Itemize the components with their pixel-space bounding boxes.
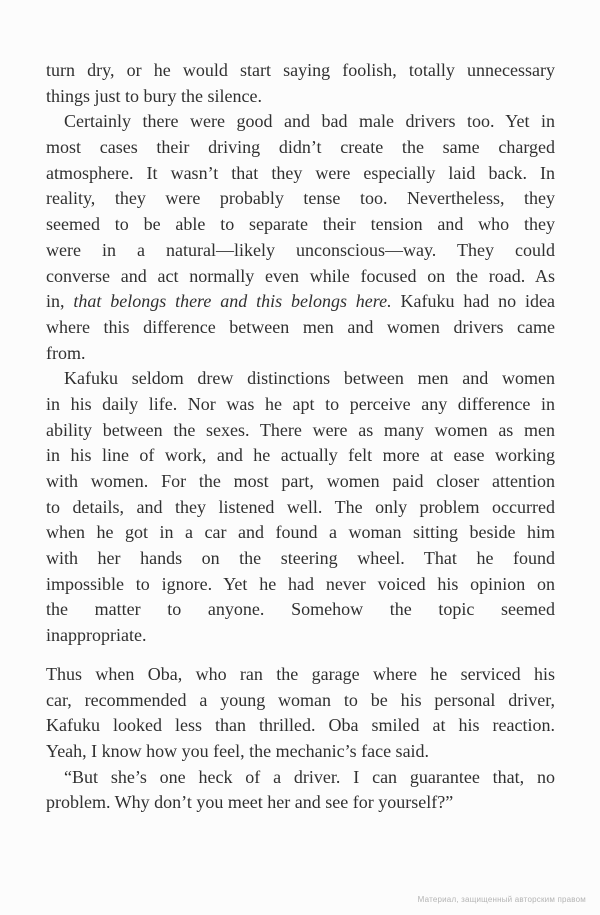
text-line [46, 161, 555, 187]
text-line [46, 109, 555, 135]
text-segment: Kafuku had no idea [391, 291, 555, 312]
text-segment: most cases their driving didn’t create the same charged [46, 137, 555, 158]
text-line [46, 623, 555, 649]
text-line [46, 186, 555, 212]
text-segment: Yeah, I know how you feel, the mechanic’s face said. [46, 740, 430, 761]
text-line [46, 418, 555, 444]
text-line [46, 790, 555, 816]
text-line [46, 238, 555, 264]
text-segment: Kafuku seldom drew distinctions between men and women [64, 368, 555, 389]
text-line [46, 469, 555, 495]
text-segment: Certainly there were good and bad male drivers too. Yet in [64, 111, 555, 132]
text-line [46, 135, 555, 161]
text-segment: ability between the sexes. There were as many women as men [46, 419, 555, 440]
copyright-notice: Материал, защищенный авторским правом [417, 895, 586, 904]
text-segment: when he got in a car and found a woman sitting beside him [46, 522, 555, 543]
text-line [46, 84, 555, 110]
text-segment: impossible to ignore. Yet he had never voiced his opinion on [46, 573, 555, 594]
text-line [46, 341, 555, 367]
text-line [46, 443, 555, 469]
text-segment: were in a natural—likely unconscious—way. They could [46, 239, 555, 260]
text-segment: in, [46, 291, 74, 312]
text-segment: “But she’s one heck of a driver. I can guarantee that, no [64, 766, 555, 787]
text-line [46, 520, 555, 546]
text-segment: car, recommended a young woman to be his personal driver, [46, 689, 555, 710]
text-line [46, 662, 555, 688]
paragraph [46, 662, 555, 765]
text-line [46, 739, 555, 765]
text-line [46, 597, 555, 623]
text-segment: converse and act normally even while focused on the road. As [46, 265, 555, 286]
text-line [46, 713, 555, 739]
text-line [46, 392, 555, 418]
paragraph [46, 765, 555, 816]
text-segment: where this difference between men and women drivers came [46, 316, 555, 337]
text-line [46, 315, 555, 341]
paragraph [46, 366, 555, 649]
text-segment: problem. Why don’t you meet her and see for yourself?” [46, 792, 454, 813]
text-segment: turn dry, or he would start saying foolish, totally unnecessary [46, 60, 555, 80]
paragraph [46, 109, 555, 366]
text-segment: with women. For the most part, women paid closer attention [46, 471, 555, 491]
text-line [46, 289, 555, 315]
text-segment: atmosphere. It wasn’t that they were especially laid back. In [46, 162, 555, 183]
text-segment: to details, and they listened well. The only problem occurred [46, 496, 555, 517]
text-segment: in his line of work, and he actually felt more at ease working [46, 445, 555, 466]
text-line [46, 688, 555, 714]
text-segment: from. [46, 342, 86, 363]
text-segment: with her hands on the steering wheel. That he found [46, 548, 555, 569]
text-segment: seemed to be able to separate their tension and who they [46, 214, 555, 235]
paragraph [46, 58, 555, 109]
text-segment: in his daily life. Nor was he apt to perceive any difference in [46, 393, 555, 414]
text-segment: reality, they were probably tense too. Nevertheless, they [46, 188, 555, 209]
text-line [46, 366, 555, 392]
text-segment: the matter to anyone. Somehow the topic seemed [46, 599, 555, 620]
text-line [46, 572, 555, 598]
text-line [46, 495, 555, 521]
text-line [46, 546, 555, 572]
text-line [46, 212, 555, 238]
text-line [46, 765, 555, 791]
text-line [46, 58, 555, 84]
italic-text-segment: that belongs there and this belongs here. [73, 291, 392, 312]
text-segment: inappropriate. [46, 625, 147, 646]
text-block [46, 58, 555, 816]
text-line [46, 264, 555, 290]
text-segment: things just to bury the silence. [46, 85, 262, 106]
text-segment: Thus when Oba, who ran the garage where he serviced his [46, 663, 555, 684]
text-segment: Kafuku looked less than thrilled. Oba smiled at his reaction. [46, 715, 555, 736]
